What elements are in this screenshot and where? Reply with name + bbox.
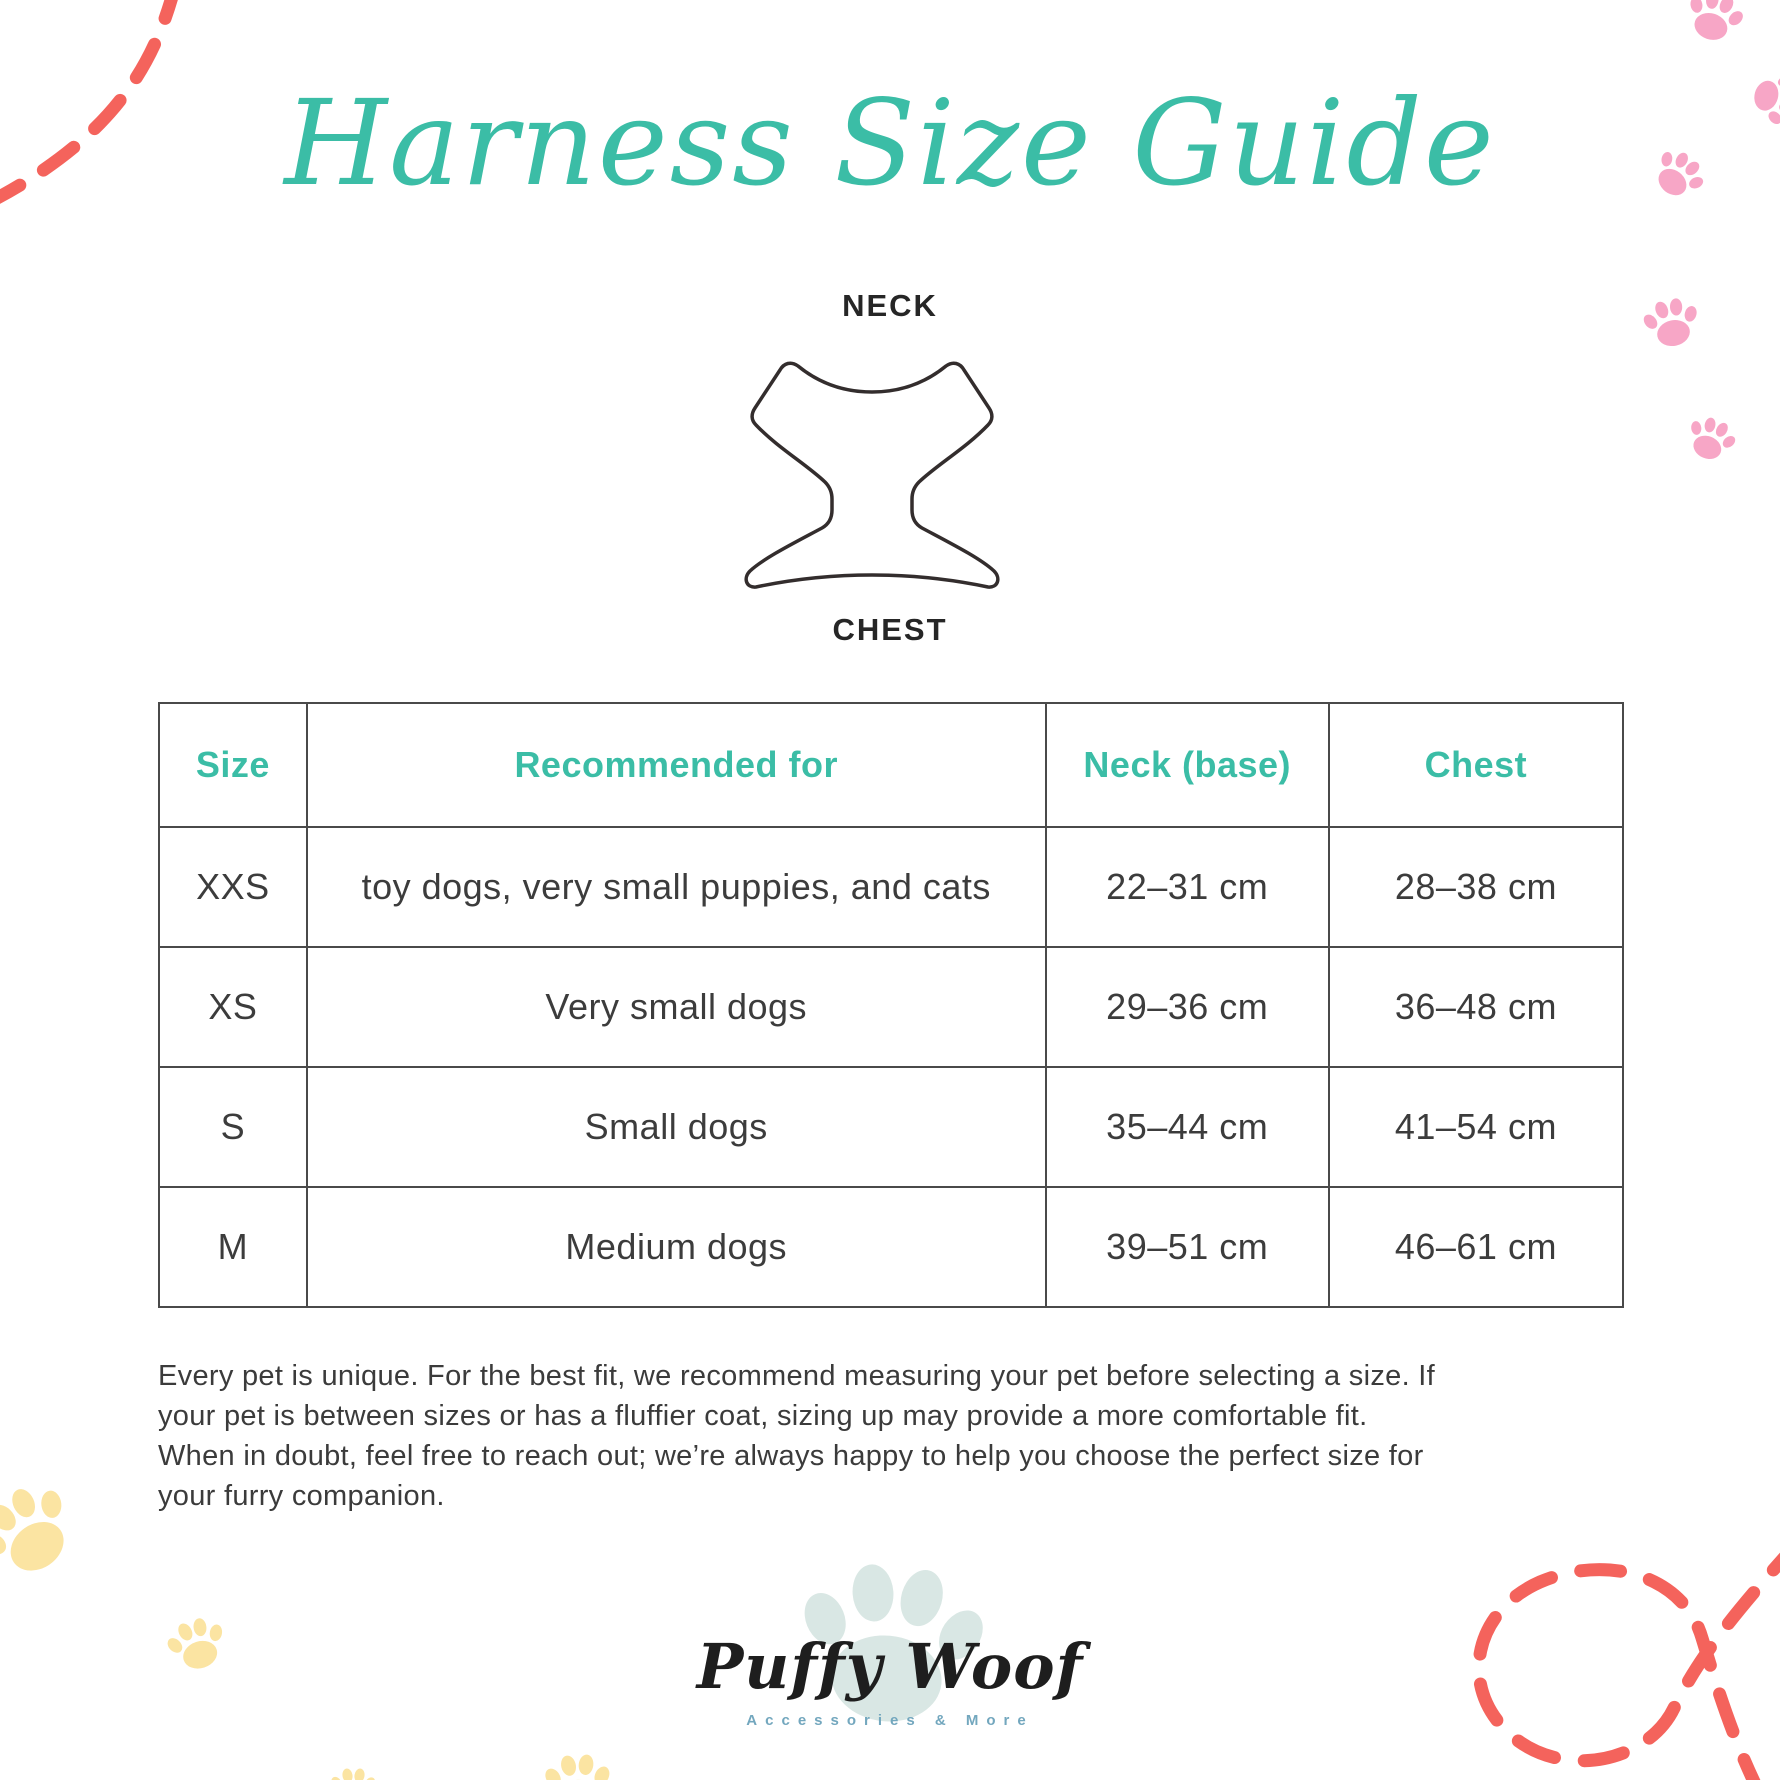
sizing-note-line: your pet is between sizes or has a fluffier coat, sizing up may provide a more comfortable fit. [158, 1400, 1368, 1432]
sizing-note-line: When in doubt, feel free to reach out; we’re always happy to help you choose the perfect size for [158, 1440, 1424, 1472]
harness-outline [746, 363, 998, 587]
neck-cell: 35–44 cm [1046, 1067, 1329, 1187]
neck-cell: 29–36 cm [1046, 947, 1329, 1067]
neck-label: NECK [842, 288, 938, 323]
brand-tagline: Accessories & More [746, 1712, 1034, 1729]
harness-diagram [742, 352, 1002, 602]
size-cell: S [159, 1067, 307, 1187]
recommended-cell: Small dogs [307, 1067, 1046, 1187]
recommended-cell: toy dogs, very small puppies, and cats [307, 827, 1046, 947]
size-table [158, 702, 1624, 1308]
col-header-neck: Neck (base) [1046, 703, 1329, 827]
size-cell: XS [159, 947, 307, 1067]
table-row [159, 1187, 1623, 1307]
sizing-note [158, 1356, 1658, 1516]
size-cell: XXS [159, 827, 307, 947]
sizing-note-line: your furry companion. [158, 1480, 445, 1512]
chest-cell: 28–38 cm [1329, 827, 1623, 947]
recommended-cell: Medium dogs [307, 1187, 1046, 1307]
chest-cell: 46–61 cm [1329, 1187, 1623, 1307]
table-header-row [159, 703, 1623, 827]
chest-label: CHEST [832, 612, 948, 647]
col-header-size: Size [159, 703, 307, 827]
table-row [159, 1067, 1623, 1187]
col-header-chest: Chest [1329, 703, 1623, 827]
table-row [159, 827, 1623, 947]
size-cell: M [159, 1187, 307, 1307]
brand-name: Puffy Woof [696, 1630, 1084, 1703]
page-title: Harness Size Guide [284, 74, 1496, 212]
chest-cell: 36–48 cm [1329, 947, 1623, 1067]
brand-logo [0, 1544, 1780, 1780]
neck-cell: 22–31 cm [1046, 827, 1329, 947]
neck-cell: 39–51 cm [1046, 1187, 1329, 1307]
recommended-cell: Very small dogs [307, 947, 1046, 1067]
table-row [159, 947, 1623, 1067]
chest-cell: 41–54 cm [1329, 1067, 1623, 1187]
col-header-recommended: Recommended for [307, 703, 1046, 827]
sizing-note-line: Every pet is unique. For the best fit, we recommend measuring your pet before selecting a size. If [158, 1360, 1436, 1392]
